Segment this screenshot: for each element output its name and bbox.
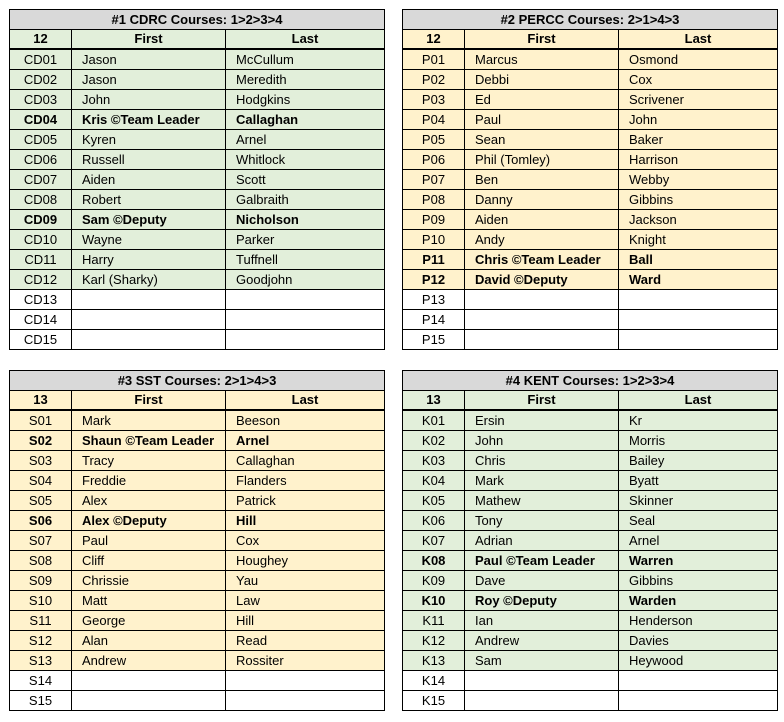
table-row xyxy=(10,591,385,611)
member-code: S02 xyxy=(10,431,72,451)
first-name-cell: Paul ©Team Leader xyxy=(465,551,619,571)
first-name-cell: Robert xyxy=(72,190,226,210)
member-code: P12 xyxy=(403,270,465,290)
table-title: #3 SST Courses: 2>1>4>3 xyxy=(10,371,385,391)
first-name-cell: Sean xyxy=(465,130,619,150)
table-row xyxy=(403,150,778,170)
first-name-cell: Mark xyxy=(72,410,226,431)
first-name-header: First xyxy=(465,30,619,50)
last-name-cell: Arnel xyxy=(226,431,385,451)
member-code: P07 xyxy=(403,170,465,190)
last-name-cell: Hodgkins xyxy=(226,90,385,110)
table-row xyxy=(403,210,778,230)
first-name-cell: Sam xyxy=(465,651,619,671)
member-code: CD02 xyxy=(10,70,72,90)
table-row xyxy=(10,330,385,350)
member-code: P13 xyxy=(403,290,465,310)
first-name-cell: Dave xyxy=(465,571,619,591)
member-code: S14 xyxy=(10,671,72,691)
first-name-cell: Andrew xyxy=(72,651,226,671)
first-name-cell xyxy=(72,691,226,711)
last-name-cell: Meredith xyxy=(226,70,385,90)
last-name-cell: Rossiter xyxy=(226,651,385,671)
member-code: P14 xyxy=(403,310,465,330)
member-code: S05 xyxy=(10,491,72,511)
last-name-cell: Warden xyxy=(619,591,778,611)
last-name-cell: Flanders xyxy=(226,471,385,491)
member-code: S08 xyxy=(10,551,72,571)
last-name-cell: Kr xyxy=(619,410,778,431)
last-name-cell: Galbraith xyxy=(226,190,385,210)
member-code: CD09 xyxy=(10,210,72,230)
first-name-cell: Chrissie xyxy=(72,571,226,591)
table-row xyxy=(10,190,385,210)
table-row xyxy=(10,90,385,110)
member-code: S15 xyxy=(10,691,72,711)
last-name-cell: Bailey xyxy=(619,451,778,471)
last-name-cell: Houghey xyxy=(226,551,385,571)
last-name-cell xyxy=(226,691,385,711)
first-name-cell: Adrian xyxy=(465,531,619,551)
last-name-cell: Jackson xyxy=(619,210,778,230)
member-code: P04 xyxy=(403,110,465,130)
member-code: K01 xyxy=(403,410,465,431)
first-name-cell: Mark xyxy=(465,471,619,491)
first-name-cell: Mathew xyxy=(465,491,619,511)
table-row xyxy=(10,130,385,150)
table-row xyxy=(403,410,778,431)
table-row xyxy=(10,571,385,591)
last-name-cell: Baker xyxy=(619,130,778,150)
table-row xyxy=(403,471,778,491)
last-name-cell: Callaghan xyxy=(226,451,385,471)
member-code: P11 xyxy=(403,250,465,270)
last-name-cell: Henderson xyxy=(619,611,778,631)
last-name-cell: Hill xyxy=(226,511,385,531)
member-code: CD11 xyxy=(10,250,72,270)
member-code: S09 xyxy=(10,571,72,591)
last-name-cell xyxy=(619,671,778,691)
table-row xyxy=(10,651,385,671)
table-row xyxy=(403,270,778,290)
first-name-cell: Aiden xyxy=(465,210,619,230)
member-code: S06 xyxy=(10,511,72,531)
table-row xyxy=(403,90,778,110)
first-name-cell: Harry xyxy=(72,250,226,270)
first-name-cell xyxy=(72,330,226,350)
member-code: S12 xyxy=(10,631,72,651)
table-row xyxy=(10,230,385,250)
first-name-cell: Freddie xyxy=(72,471,226,491)
table-row xyxy=(10,290,385,310)
first-name-cell: Wayne xyxy=(72,230,226,250)
roster-table-cdrc xyxy=(9,9,385,350)
first-name-cell: John xyxy=(465,431,619,451)
member-code: P15 xyxy=(403,330,465,350)
member-code: S11 xyxy=(10,611,72,631)
table-row xyxy=(403,330,778,350)
last-name-cell xyxy=(619,330,778,350)
last-name-cell: Nicholson xyxy=(226,210,385,230)
last-name-cell: Arnel xyxy=(226,130,385,150)
member-count: 12 xyxy=(403,30,465,50)
last-name-cell: Read xyxy=(226,631,385,651)
last-name-cell: Osmond xyxy=(619,49,778,70)
first-name-cell: Danny xyxy=(465,190,619,210)
first-name-cell xyxy=(465,691,619,711)
table-row xyxy=(403,551,778,571)
table-row xyxy=(10,70,385,90)
last-name-cell: Cox xyxy=(619,70,778,90)
first-name-cell: Cliff xyxy=(72,551,226,571)
member-code: CD12 xyxy=(10,270,72,290)
first-name-cell: Marcus xyxy=(465,49,619,70)
table-title: #1 CDRC Courses: 1>2>3>4 xyxy=(10,10,385,30)
last-name-cell: Ward xyxy=(619,270,778,290)
last-name-cell: Knight xyxy=(619,230,778,250)
first-name-cell: Roy ©Deputy xyxy=(465,591,619,611)
table-row xyxy=(10,431,385,451)
member-code: K02 xyxy=(403,431,465,451)
table-row xyxy=(10,270,385,290)
table-row xyxy=(403,290,778,310)
member-code: CD04 xyxy=(10,110,72,130)
first-name-cell: Jason xyxy=(72,70,226,90)
first-name-cell: Karl (Sharky) xyxy=(72,270,226,290)
last-name-cell: Scott xyxy=(226,170,385,190)
table-row xyxy=(403,70,778,90)
member-code: K10 xyxy=(403,591,465,611)
first-name-cell: Tony xyxy=(465,511,619,531)
member-code: S10 xyxy=(10,591,72,611)
table-row xyxy=(403,651,778,671)
member-code: CD10 xyxy=(10,230,72,250)
table-row xyxy=(10,49,385,70)
last-name-cell: Byatt xyxy=(619,471,778,491)
roster-table-kent xyxy=(402,370,778,711)
last-name-cell: Yau xyxy=(226,571,385,591)
table-row xyxy=(403,611,778,631)
first-name-cell: Matt xyxy=(72,591,226,611)
last-name-cell: Webby xyxy=(619,170,778,190)
member-code: S07 xyxy=(10,531,72,551)
last-name-cell xyxy=(226,330,385,350)
last-name-cell: Law xyxy=(226,591,385,611)
first-name-cell: Jason xyxy=(72,49,226,70)
table-row xyxy=(10,491,385,511)
last-name-cell: Ball xyxy=(619,250,778,270)
last-name-cell: Tuffnell xyxy=(226,250,385,270)
member-code: S03 xyxy=(10,451,72,471)
member-code: S04 xyxy=(10,471,72,491)
first-name-cell: Kyren xyxy=(72,130,226,150)
last-name-cell: Harrison xyxy=(619,150,778,170)
first-name-cell: Andrew xyxy=(465,631,619,651)
last-name-cell: John xyxy=(619,110,778,130)
table-title: #2 PERCC Courses: 2>1>4>3 xyxy=(403,10,778,30)
member-code: K04 xyxy=(403,471,465,491)
first-name-cell xyxy=(465,310,619,330)
table-row xyxy=(403,110,778,130)
first-name-cell xyxy=(465,330,619,350)
roster-table-percc xyxy=(402,9,778,350)
roster-table-sst xyxy=(9,370,385,711)
last-name-cell: Cox xyxy=(226,531,385,551)
last-name-cell: Gibbins xyxy=(619,190,778,210)
member-count: 13 xyxy=(403,391,465,411)
table-row xyxy=(403,631,778,651)
member-count: 12 xyxy=(10,30,72,50)
last-name-cell: Davies xyxy=(619,631,778,651)
first-name-cell: Tracy xyxy=(72,451,226,471)
member-code: P02 xyxy=(403,70,465,90)
table-row xyxy=(10,511,385,531)
table-row xyxy=(10,170,385,190)
member-code: CD15 xyxy=(10,330,72,350)
table-row xyxy=(403,310,778,330)
first-name-cell: Ian xyxy=(465,611,619,631)
last-name-cell: Patrick xyxy=(226,491,385,511)
member-code: CD06 xyxy=(10,150,72,170)
table-row xyxy=(403,190,778,210)
member-code: P05 xyxy=(403,130,465,150)
first-name-cell: Ben xyxy=(465,170,619,190)
first-name-cell: Kris ©Team Leader xyxy=(72,110,226,130)
table-row xyxy=(10,611,385,631)
table-row xyxy=(10,631,385,651)
first-name-cell: Phil (Tomley) xyxy=(465,150,619,170)
last-name-cell xyxy=(619,290,778,310)
last-name-cell: Heywood xyxy=(619,651,778,671)
table-row xyxy=(10,310,385,330)
member-code: K08 xyxy=(403,551,465,571)
first-name-header: First xyxy=(72,30,226,50)
first-name-cell xyxy=(72,290,226,310)
last-name-cell: Scrivener xyxy=(619,90,778,110)
last-name-cell: Hill xyxy=(226,611,385,631)
table-row xyxy=(403,571,778,591)
table-row xyxy=(10,250,385,270)
table-row xyxy=(10,691,385,711)
table-row xyxy=(403,511,778,531)
table-row xyxy=(403,431,778,451)
member-code: CD05 xyxy=(10,130,72,150)
member-code: CD14 xyxy=(10,310,72,330)
member-code: CD01 xyxy=(10,49,72,70)
last-name-cell: Goodjohn xyxy=(226,270,385,290)
member-code: P09 xyxy=(403,210,465,230)
member-code: P01 xyxy=(403,49,465,70)
first-name-cell: Chris ©Team Leader xyxy=(465,250,619,270)
member-code: P03 xyxy=(403,90,465,110)
member-code: P08 xyxy=(403,190,465,210)
table-title: #4 KENT Courses: 1>2>3>4 xyxy=(403,371,778,391)
first-name-cell xyxy=(72,671,226,691)
member-code: K14 xyxy=(403,671,465,691)
first-name-cell: Russell xyxy=(72,150,226,170)
table-row xyxy=(10,150,385,170)
last-name-cell xyxy=(226,671,385,691)
member-code: CD03 xyxy=(10,90,72,110)
table-row xyxy=(10,531,385,551)
member-code: P06 xyxy=(403,150,465,170)
last-name-cell: Warren xyxy=(619,551,778,571)
first-name-cell: Andy xyxy=(465,230,619,250)
first-name-cell xyxy=(465,671,619,691)
last-name-cell: Callaghan xyxy=(226,110,385,130)
table-row xyxy=(403,591,778,611)
last-name-cell: Skinner xyxy=(619,491,778,511)
member-code: CD13 xyxy=(10,290,72,310)
first-name-cell: Ed xyxy=(465,90,619,110)
member-code: K06 xyxy=(403,511,465,531)
table-row xyxy=(403,230,778,250)
last-name-cell: Seal xyxy=(619,511,778,531)
first-name-cell: Alex xyxy=(72,491,226,511)
member-code: K09 xyxy=(403,571,465,591)
last-name-cell: Morris xyxy=(619,431,778,451)
table-row xyxy=(403,691,778,711)
first-name-cell: Alex ©Deputy xyxy=(72,511,226,531)
first-name-header: First xyxy=(465,391,619,411)
first-name-cell: Paul xyxy=(72,531,226,551)
table-row xyxy=(403,531,778,551)
first-name-cell: Debbi xyxy=(465,70,619,90)
member-code: K13 xyxy=(403,651,465,671)
last-name-header: Last xyxy=(226,391,385,411)
member-code: CD07 xyxy=(10,170,72,190)
table-row xyxy=(403,250,778,270)
first-name-cell: Shaun ©Team Leader xyxy=(72,431,226,451)
table-row xyxy=(403,451,778,471)
first-name-cell: George xyxy=(72,611,226,631)
member-code: K07 xyxy=(403,531,465,551)
first-name-cell: John xyxy=(72,90,226,110)
last-name-cell xyxy=(619,310,778,330)
last-name-cell xyxy=(619,691,778,711)
table-row xyxy=(10,210,385,230)
table-row xyxy=(403,170,778,190)
last-name-header: Last xyxy=(619,391,778,411)
last-name-cell: McCullum xyxy=(226,49,385,70)
table-row xyxy=(10,471,385,491)
first-name-cell: Paul xyxy=(465,110,619,130)
first-name-header: First xyxy=(72,391,226,411)
member-code: K11 xyxy=(403,611,465,631)
table-row xyxy=(403,491,778,511)
member-code: S13 xyxy=(10,651,72,671)
first-name-cell: Ersin xyxy=(465,410,619,431)
table-row xyxy=(403,671,778,691)
last-name-cell: Arnel xyxy=(619,531,778,551)
first-name-cell: David ©Deputy xyxy=(465,270,619,290)
first-name-cell xyxy=(72,310,226,330)
table-row xyxy=(10,671,385,691)
table-row xyxy=(403,130,778,150)
last-name-header: Last xyxy=(619,30,778,50)
member-code: K12 xyxy=(403,631,465,651)
first-name-cell xyxy=(465,290,619,310)
table-row xyxy=(10,551,385,571)
member-count: 13 xyxy=(10,391,72,411)
table-row xyxy=(403,49,778,70)
last-name-header: Last xyxy=(226,30,385,50)
first-name-cell: Chris xyxy=(465,451,619,471)
table-row xyxy=(10,451,385,471)
last-name-cell xyxy=(226,310,385,330)
member-code: S01 xyxy=(10,410,72,431)
member-code: K05 xyxy=(403,491,465,511)
last-name-cell: Parker xyxy=(226,230,385,250)
last-name-cell xyxy=(226,290,385,310)
last-name-cell: Beeson xyxy=(226,410,385,431)
table-row xyxy=(10,110,385,130)
member-code: K03 xyxy=(403,451,465,471)
member-code: K15 xyxy=(403,691,465,711)
member-code: CD08 xyxy=(10,190,72,210)
table-row xyxy=(10,410,385,431)
last-name-cell: Gibbins xyxy=(619,571,778,591)
first-name-cell: Alan xyxy=(72,631,226,651)
first-name-cell: Aiden xyxy=(72,170,226,190)
first-name-cell: Sam ©Deputy xyxy=(72,210,226,230)
last-name-cell: Whitlock xyxy=(226,150,385,170)
member-code: P10 xyxy=(403,230,465,250)
